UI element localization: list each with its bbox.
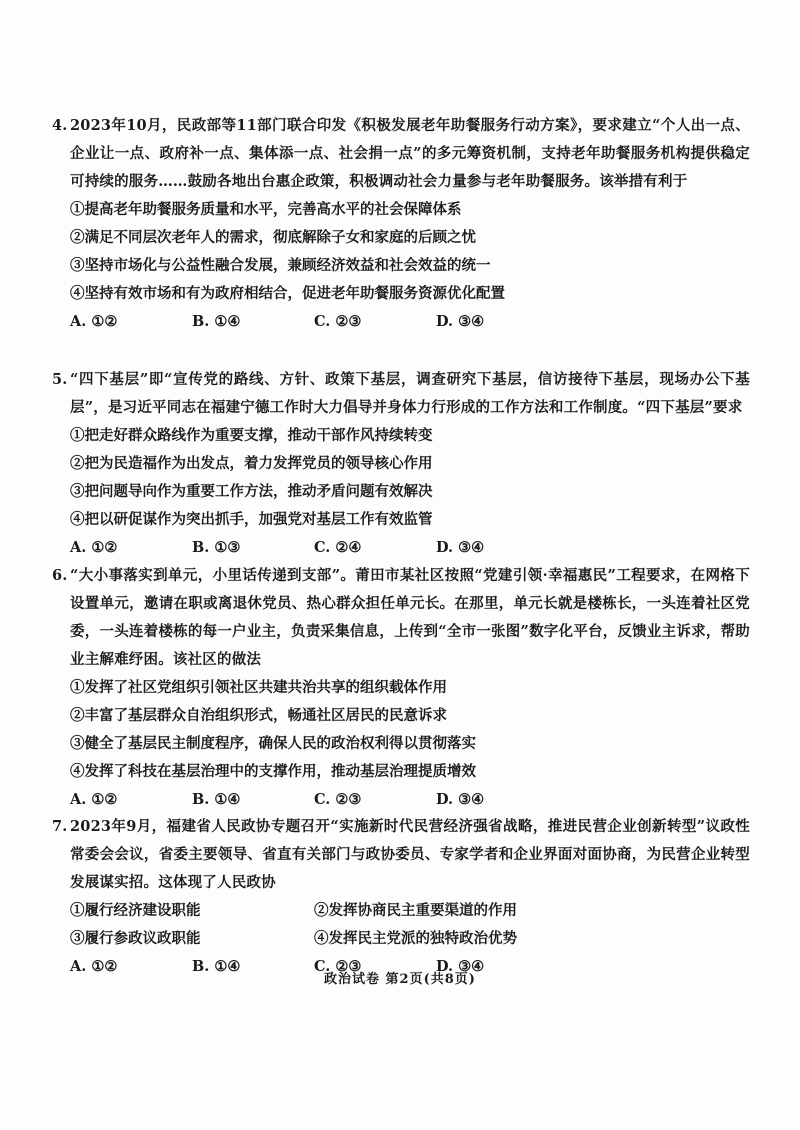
question-text: 2023年10月，民政部等11部门联合印发《积极发展老年助餐服务行动方案》，要求建立“个人出一点、企业让一点、政府补一点、集体添一点、社会捐一点”的多元筹资机制，支持老年助餐服务机构提供稳定可持续的服务……鼓励各地出台惠企政策，积极调动社会力量参与老年助餐服务。该举措有利于: [70, 117, 750, 190]
choice-a: A. ①②: [70, 313, 118, 330]
choice-b: B. ①④: [192, 791, 241, 808]
choice-b: B. ①③: [192, 539, 241, 556]
option-1: ①把走好群众路线作为重要支撑，推动干部作风持续转变: [70, 427, 433, 444]
option-3: ③把问题导向作为重要工作方法，推动矛盾问题有效解决: [70, 483, 433, 500]
option-2: ②丰富了基层群众自治组织形式，畅通社区居民的民意诉求: [70, 707, 447, 724]
question-text: “四下基层”即“宣传党的路线、方针、政策下基层，调查研究下基层，信访接待下基层，现场办公下基层”，是习近平同志在福建宁德工作时大力倡导并身体力行形成的工作方法和工作制度。“四下基层”要求: [70, 371, 750, 416]
question-text: 2023年9月，福建省人民政协专题召开“实施新时代民营经济强省战略，推进民营企业创新转型”议政性常委会会议，省委主要领导、省直有关部门与政协委员、专家学者和企业界面对面协商，为民营企业转型发展谋实招。这体现了人民政协: [70, 818, 750, 891]
question-stem: [52, 366, 750, 422]
question-number: 7.: [52, 818, 68, 835]
question-5: [52, 366, 750, 562]
question-stem: [52, 813, 750, 897]
choice-a: A. ①②: [70, 958, 118, 975]
option-1: ①提高老年助餐服务质量和水平，完善高水平的社会保障体系: [70, 201, 462, 218]
question-7: [52, 813, 750, 981]
choice-d: D. ③④: [436, 791, 485, 808]
option-4: ④发挥民主党派的独特政治优势: [314, 930, 517, 947]
option-2: ②把为民造福作为出发点，着力发挥党员的领导核心作用: [70, 455, 433, 472]
choice-a: A. ①②: [70, 539, 118, 556]
option-2: ②发挥协商民主重要渠道的作用: [314, 902, 517, 919]
choice-c: C. ②③: [314, 791, 362, 808]
choice-a: A. ①②: [70, 791, 118, 808]
choice-b: B. ①④: [192, 313, 241, 330]
question-number: 5.: [52, 371, 68, 388]
option-4: ④发挥了科技在基层治理中的支撑作用，推动基层治理提质增效: [70, 763, 476, 780]
option-4: ④把以研促谋作为突出抓手，加强党对基层工作有效监管: [70, 511, 433, 528]
choice-d: D. ③④: [436, 313, 485, 330]
option-1: ①发挥了社区党组织引领社区共建共治共享的组织载体作用: [70, 679, 447, 696]
question-6: [52, 562, 750, 814]
question-number: 6.: [52, 567, 68, 584]
option-2: ②满足不同层次老年人的需求，彻底解除子女和家庭的后顾之忧: [70, 229, 476, 246]
answer-choices: [70, 308, 750, 336]
choice-c: C. ②③: [314, 313, 362, 330]
option-3: ③健全了基层民主制度程序，确保人民的政治权利得以贯彻落实: [70, 735, 476, 752]
question-text: “大小事落实到单元，小里话传递到支部”。莆田市某社区按照“党建引领·幸福惠民”工程要求，在网格下设置单元，邀请在职或离退休党员、热心群众担任单元长。在那里，单元长就是楼栋长，一头连着社区党委，一头连着楼栋的每一户业主，负责采集信息，上传到“全市一张图”数字化平台，反馈业主诉求，帮助业主解难纾困。该社区的做法: [70, 567, 750, 668]
option-3: ③坚持市场化与公益性融合发展，兼顾经济效益和社会效益的统一: [70, 257, 491, 274]
question-stem: [52, 112, 750, 196]
option-1: ①履行经济建设职能: [70, 902, 201, 919]
answer-choices: [70, 534, 750, 562]
page-footer: 政治试卷 第2页(共8页): [324, 972, 476, 987]
choice-d: D. ③④: [436, 539, 485, 556]
choice-b: B. ①④: [192, 958, 241, 975]
answer-choices: [70, 786, 750, 814]
question-4: [52, 112, 750, 336]
option-4: ④坚持有效市场和有为政府相结合，促进老年助餐服务资源优化配置: [70, 285, 505, 302]
options-grid: [70, 897, 750, 953]
option-3: ③履行参政议政职能: [70, 930, 201, 947]
question-number: 4.: [52, 117, 68, 134]
choice-d: D. ③④: [436, 958, 485, 975]
choice-c: C. ②③: [314, 958, 362, 975]
choice-c: C. ②④: [314, 539, 362, 556]
question-stem: [52, 562, 750, 674]
